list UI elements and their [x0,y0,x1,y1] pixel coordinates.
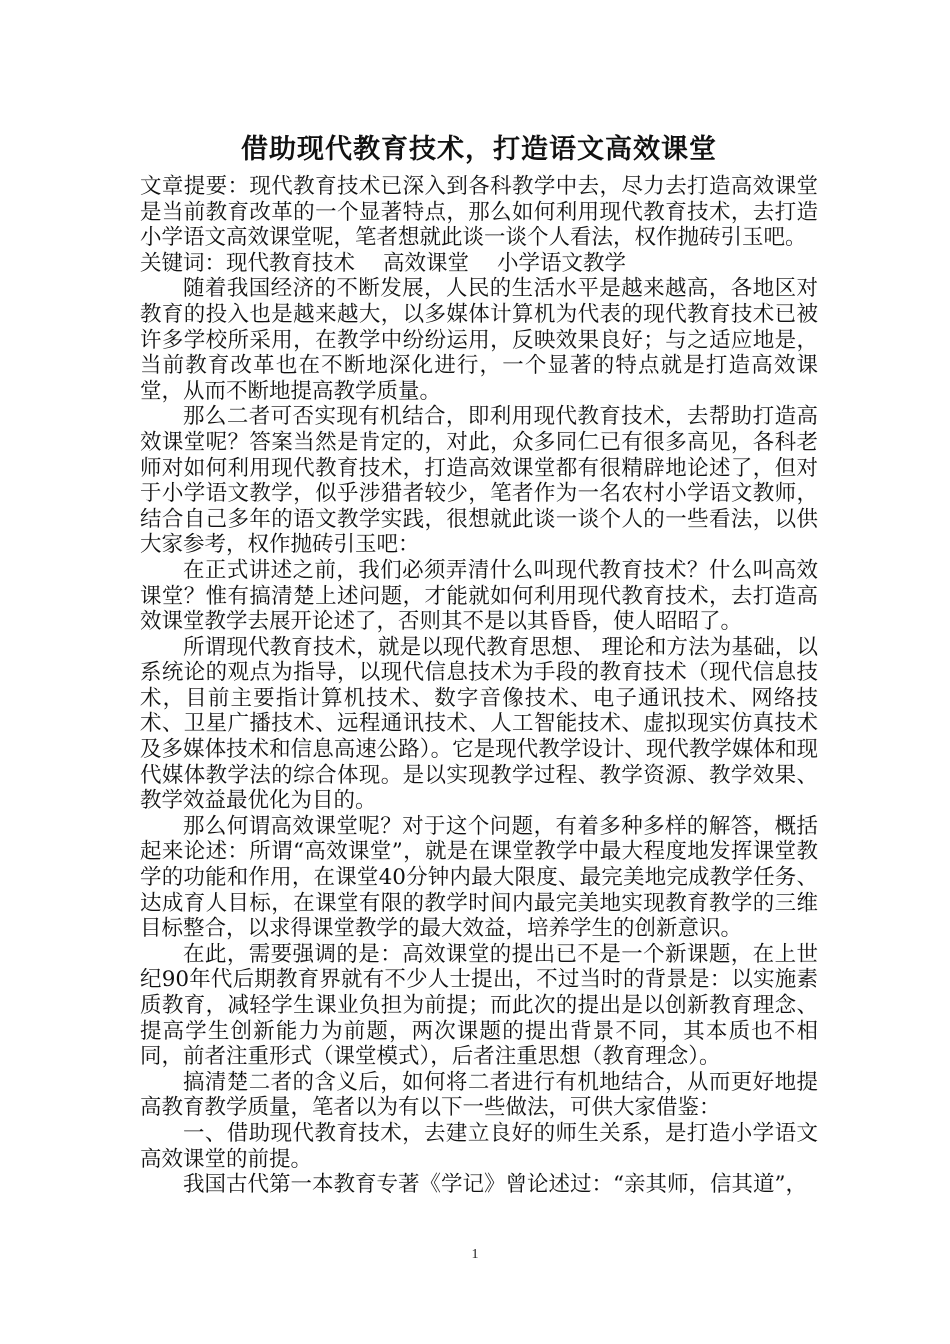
keyword-item: 高效课堂 [383,250,470,276]
page-number: 1 [471,1247,479,1262]
body-paragraph: 在正式讲述之前，我们必须弄清什么叫现代教育技术？什么叫高效课堂？惟有搞清楚上述问题，才能就如何利用现代教育技术，去打造高效课堂教学去展开论述了，否则其不是以其昏昏，使人昭昭了。 [140,557,818,635]
body-paragraph: 那么二者可否实现有机结合，即利用现代教育技术，去帮助打造高效课堂呢？答案当然是肯定的，对此，众多同仁已有很多高见，各科老师对如何利用现代教育技术，打造高效课堂都有很精辟地论述了，但对于小学语文教学，似乎涉猎者较少，笔者作为一名农村小学语文教师，结合自己多年的语文教学实践，很想就此谈一谈个人的一些看法，以供大家参考，权作抛砖引玉吧： [140,404,818,558]
section-heading: 一、借助现代教育技术，去建立良好的师生关系，是打造小学语文高效课堂的前提。 [140,1120,818,1172]
body-paragraph: 随着我国经济的不断发展，人民的生活水平是越来越高，各地区对教育的投入也是越来越大，以多媒体计算机为代表的现代教育技术已被许多学校所采用，在教学中纷纷运用，反映效果良好；与之适应地是，当前教育改革也在不断地深化进行，一个显著的特点就是打造高效课堂，从而不断地提高教学质量。 [140,276,818,404]
abstract-paragraph: 文章提要：现代教育技术已深入到各科教学中去，尽力去打造高效课堂是当前教育改革的一个显著特点，那么如何利用现代教育技术，去打造小学语文高效课堂呢，笔者想就此谈一谈个人看法，权作抛砖引玉吧。 [140,174,818,251]
keyword-item: 小学语文教学 [497,250,627,276]
body-paragraph: 在此，需要强调的是：高效课堂的提出已不是一个新课题，在上世纪90年代后期教育界就有不少人士提出，不过当时的背景是：以实施素质教育，减轻学生课业负担为前提；而此次的提出是以创新教育理念、提高学生创新能力为前题，两次课题的提出背景不同，其本质也不相同，前者注重形式（课堂模式），后者注重思想（教育理念）。 [140,941,818,1070]
body-paragraph: 所谓现代教育技术，就是以现代教育思想、 理论和方法为基础，以系统论的观点为指导，以现代信息技术为手段的教育技术（现代信息技术，目前主要指计算机技术、数字音像技术、电子通讯技术、网络技术、卫星广播技术、远程通讯技术、人工智能技术、虚拟现实仿真技术及多媒体技术和信息高速公路）。它是现代教学设计、现代教学媒体和现代媒体教学法的综合体现。是以实现教学过程、教学资源、教学效果、教学效益最优化为目的。 [140,634,818,814]
keywords-label: 关键词： [140,250,227,276]
document-title: 借助现代教育技术，打造语文高效课堂 [241,134,717,165]
body-paragraph: 我国古代第一本教育专著《学记》曾论述过：“亲其师，信其道”， [183,1172,807,1198]
keyword-item: 现代教育技术 [226,250,356,276]
body-paragraph: 搞清楚二者的含义后，如何将二者进行有机地结合，从而更好地提高教育教学质量，笔者以为有以下一些做法，可供大家借鉴： [140,1069,818,1121]
keywords-line [140,251,818,277]
document-page [140,130,818,1198]
body-paragraph: 那么何谓高效课堂呢？对于这个问题，有着多种多样的解答，概括起来论述：所谓“高效课堂”，就是在课堂教学中最大程度地发挥课堂教学的功能和作用，在课堂40分钟内最大限度、最完美地完成教学任务、达成育人目标，在课堂有限的教学时间内最完美地实现教育教学的三维目标整合，以求得课堂教学的最大效益，培养学生的创新意识。 [140,813,818,942]
